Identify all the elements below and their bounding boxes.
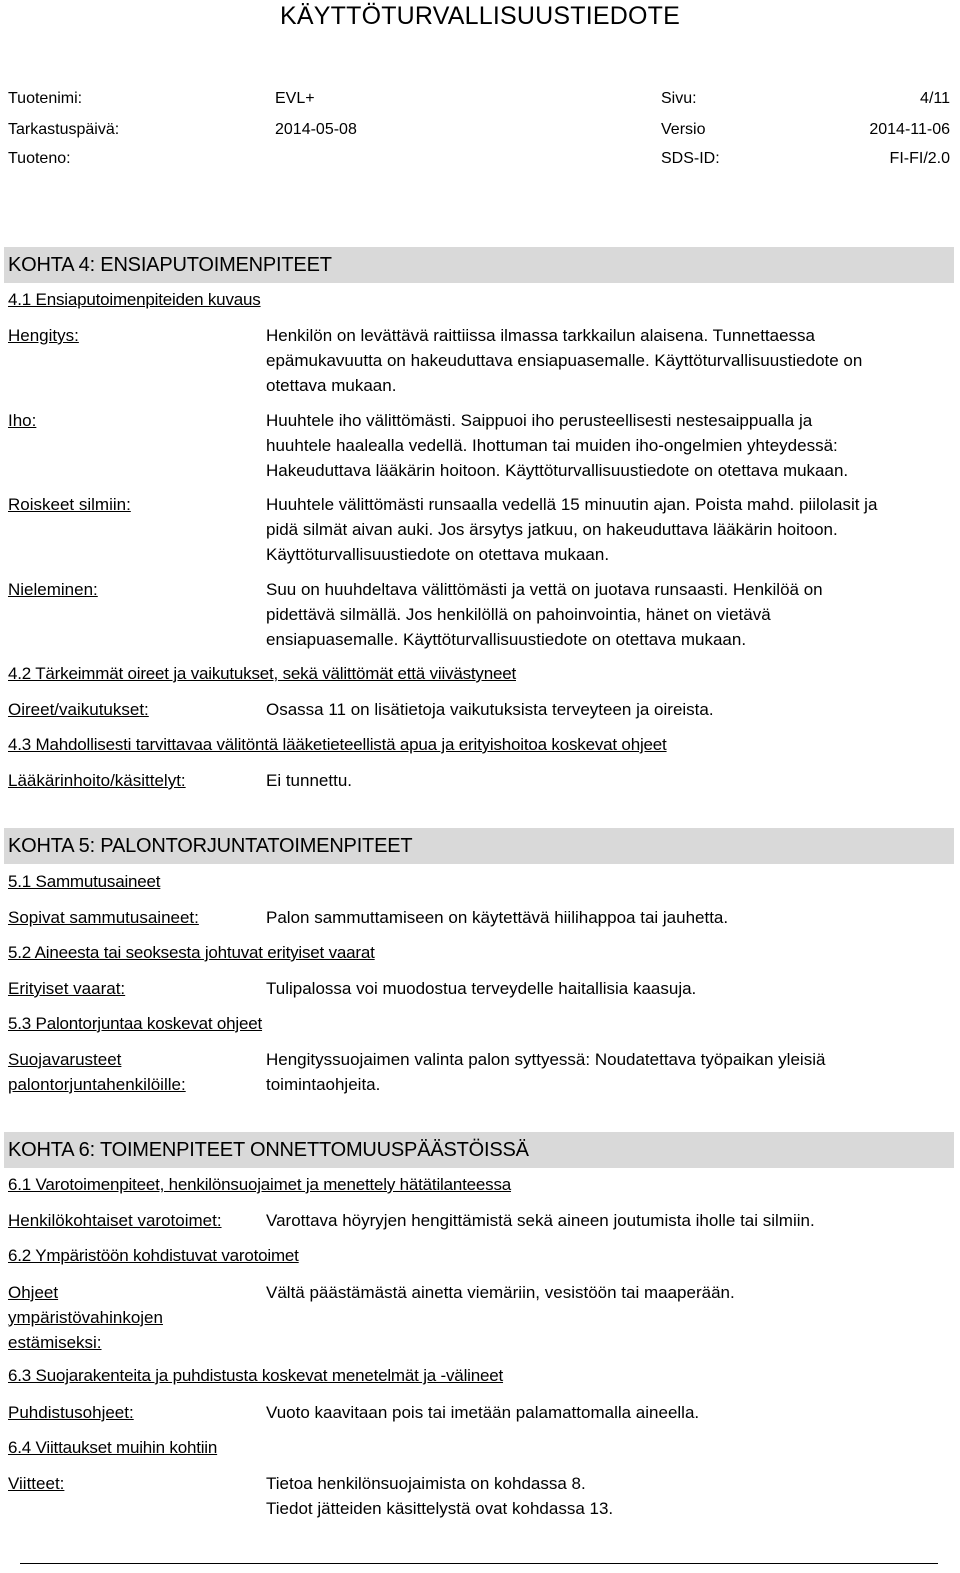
skin-label: Iho: [8, 411, 37, 430]
text-line: Käyttöturvallisuustiedote on otettava mukaan. [266, 545, 610, 564]
protective-equipment-label [8, 1047, 253, 1097]
subsection-5-1-heading: 5.1 Sammutusaineet [8, 872, 161, 891]
text-line: Henkilön on levättävä raittiissa ilmassa tarkkailun alaisena. Tunnettaessa [266, 326, 816, 345]
revision-date-label: Tarkastuspäivä: [8, 121, 120, 138]
text-line: pidä silmät aivan auki. Jos ärsytys jatkuu, on hakeuduttava lääkärin hoitoon. [266, 520, 838, 539]
subsection-6-3-heading: 6.3 Suojarakenteita ja puhdistusta koskevat menetelmät ja -välineet [8, 1366, 504, 1385]
subsection-6-2-heading: 6.2 Ympäristöön kohdistuvat varotoimet [8, 1246, 299, 1265]
text-line: Huuhtele iho välittömästi. Saippuoi iho perusteellisesti nestesaippualla ja [266, 411, 813, 430]
ingestion-text [266, 577, 956, 652]
text-line: toimintaohjeita. [266, 1075, 381, 1094]
document-title: KÄYTTÖTURVALLISUUSTIEDOTE [280, 2, 680, 30]
text-line: Tiedot jätteiden käsittelystä ovat kohdassa 13. [266, 1499, 614, 1518]
sds-id-value: FI-FI/2.0 [889, 150, 950, 167]
ingestion-label: Nieleminen: [8, 580, 98, 599]
text-line: otettava mukaan. [266, 376, 397, 395]
text-line: epämukavuutta on hakeuduttava ensiapuasemalle. Käyttöturvallisuustiedote on [266, 351, 863, 370]
label-line: Ohjeet [8, 1283, 59, 1302]
version-label: Versio [661, 121, 706, 138]
text-line: pidettävä silmällä. Jos henkilöllä on pahoinvointia, hänet on vietävä [266, 605, 771, 624]
special-hazards-label: Erityiset vaarat: [8, 979, 126, 998]
skin-text [266, 408, 956, 483]
subsection-6-4-heading: 6.4 Viittaukset muihin kohtiin [8, 1438, 218, 1457]
page-label: Sivu: [661, 90, 697, 107]
inhalation-label: Hengitys: [8, 326, 79, 345]
text-line: Huuhtele välittömästi runsaalla vedellä 15 minuutin ajan. Poista mahd. piilolasit ja [266, 495, 878, 514]
sds-id-label: SDS-ID: [661, 150, 720, 167]
eyes-text [266, 492, 956, 567]
subsection-5-3-heading: 5.3 Palontorjuntaa koskevat ohjeet [8, 1014, 263, 1033]
symptoms-label: Oireet/vaikutukset: [8, 700, 149, 719]
text-line: ensiapuasemalle. Käyttöturvallisuustiedote on otettava mukaan. [266, 630, 747, 649]
product-no-label: Tuoteno: [8, 150, 71, 167]
treatment-label: Lääkärinhoito/käsittelyt: [8, 771, 186, 790]
label-line: estämiseksi: [8, 1333, 102, 1352]
special-hazards-text: Tulipalossa voi muodostua terveydelle haitallisia kaasuja. [266, 979, 697, 998]
text-line: Hakeuduttava lääkärin hoitoon. Käyttöturvallisuustiedote on otettava mukaan. [266, 461, 849, 480]
revision-date-value: 2014-05-08 [275, 121, 357, 138]
label-line: palontorjuntahenkilöille: [8, 1075, 186, 1094]
footer-divider [20, 1563, 938, 1564]
product-name-label: Tuotenimi: [8, 90, 83, 107]
section-5-heading: KOHTA 5: PALONTORJUNTATOIMENPITEET [4, 828, 954, 864]
label-line: Suojavarusteet [8, 1050, 122, 1069]
personal-precautions-label: Henkilökohtaiset varotoimet: [8, 1211, 222, 1230]
subsection-4-3-heading: 4.3 Mahdollisesti tarvittavaa välitöntä lääketieteellistä apua ja erityishoitoa koskevat ohjeet [8, 735, 667, 754]
protective-equipment-text [266, 1047, 956, 1097]
text-line: Hengityssuojaimen valinta palon syttyessä: Noudatettava työpaikan yleisiä [266, 1050, 826, 1069]
extinguishing-media-label: Sopivat sammutusaineet: [8, 908, 199, 927]
subsection-4-2-heading: 4.2 Tärkeimmät oireet ja vaikutukset, sekä välittömät että viivästyneet [8, 664, 516, 683]
section-4-heading: KOHTA 4: ENSIAPUTOIMENPITEET [4, 247, 954, 283]
environmental-text: Vältä päästämästä ainetta viemäriin, vesistöön tai maaperään. [266, 1283, 735, 1302]
personal-precautions-text: Varottava höyryjen hengittämistä sekä aineen joutumista iholle tai silmiin. [266, 1211, 815, 1230]
subsection-6-1-heading: 6.1 Varotoimenpiteet, henkilönsuojaimet ja menettely hätätilanteessa [8, 1175, 512, 1194]
text-line: huuhtele haalealla vedellä. Ihottuman tai muiden iho-ongelmien yhteydessä: [266, 436, 838, 455]
inhalation-text [266, 323, 956, 398]
symptoms-text: Osassa 11 on lisätietoja vaikutuksista terveyteen ja oireista. [266, 700, 714, 719]
environmental-label [8, 1280, 253, 1355]
treatment-text: Ei tunnettu. [266, 771, 353, 790]
references-text [266, 1471, 956, 1521]
page-value: 4/11 [920, 90, 950, 107]
product-name-value: EVL+ [275, 90, 315, 107]
cleaning-label: Puhdistusohjeet: [8, 1403, 134, 1422]
extinguishing-media-text: Palon sammuttamiseen on käytettävä hiilihappoa tai jauhetta. [266, 908, 729, 927]
subsection-5-2-heading: 5.2 Aineesta tai seoksesta johtuvat erityiset vaarat [8, 943, 375, 962]
cleaning-text: Vuoto kaavitaan pois tai imetään palamattomalla aineella. [266, 1403, 700, 1422]
references-label: Viitteet: [8, 1474, 65, 1493]
text-line: Tietoa henkilönsuojaimista on kohdassa 8. [266, 1474, 586, 1493]
section-6-heading: KOHTA 6: TOIMENPITEET ONNETTOMUUSPÄÄSTÖISSÄ [4, 1132, 954, 1168]
text-line: Suu on huuhdeltava välittömästi ja vettä on juotava runsaasti. Henkilöä on [266, 580, 823, 599]
eyes-label: Roiskeet silmiin: [8, 495, 131, 514]
label-line: ympäristövahinkojen [8, 1308, 163, 1327]
version-value: 2014-11-06 [869, 121, 950, 138]
subsection-4-1-heading: 4.1 Ensiaputoimenpiteiden kuvaus [8, 290, 261, 309]
